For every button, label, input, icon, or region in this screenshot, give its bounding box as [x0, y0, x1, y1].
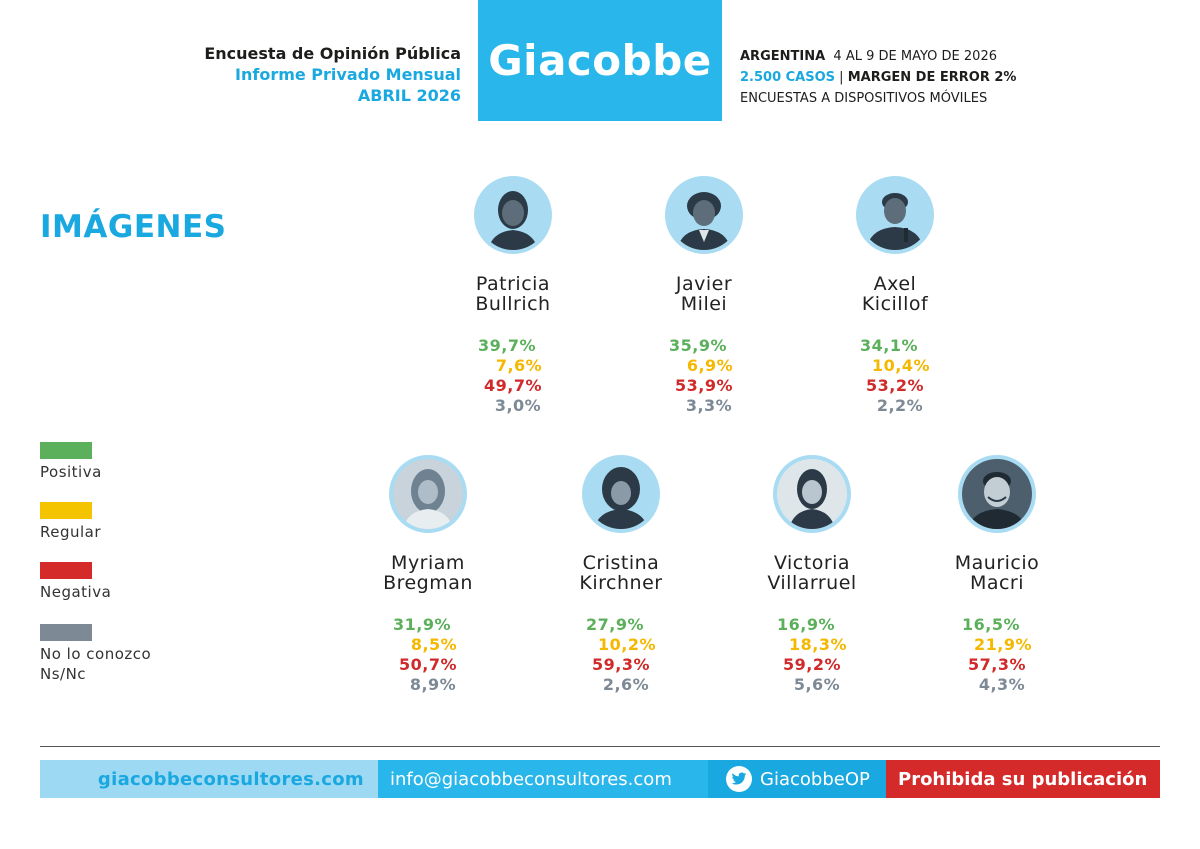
avatar [389, 455, 467, 533]
value-regular: 21,9% [973, 635, 1032, 654]
footer-divider [40, 746, 1160, 747]
value-regular: 10,4% [871, 356, 930, 375]
value-negativa: 53,2% [865, 376, 924, 395]
person-icon [777, 459, 847, 529]
survey-details [740, 46, 1016, 109]
candidate-first-name: Patricia [475, 273, 551, 295]
legend-item-nc [40, 624, 240, 684]
candidate-last-name: Bregman [383, 572, 473, 594]
avatar [665, 176, 743, 254]
person-icon [860, 180, 930, 250]
value-regular: 8,5% [410, 635, 458, 654]
value-nc: 3,3% [685, 396, 733, 415]
candidate-values [805, 336, 985, 416]
candidate-first-name: Javier [675, 273, 733, 295]
candidate-values [531, 615, 711, 695]
publication-notice: Prohibida su publicación [886, 760, 1160, 798]
candidate-first-name: Cristina [582, 552, 660, 574]
avatar [582, 455, 660, 533]
candidate-card [907, 455, 1087, 695]
candidate-card [614, 176, 794, 416]
value-positiva: 16,9% [776, 615, 835, 634]
report-name: Informe Privado Mensual [235, 65, 461, 84]
section-title: IMÁGENES [40, 209, 227, 245]
avatar [958, 455, 1036, 533]
candidate-card [338, 455, 518, 695]
person-icon [669, 180, 739, 250]
value-regular: 18,3% [788, 635, 847, 654]
legend-label-nc-2: Ns/Nc [40, 665, 87, 683]
legend-label-nc: No lo conozco [40, 645, 152, 663]
value-positiva: 31,9% [392, 615, 451, 634]
candidate-values [907, 615, 1087, 695]
candidate-first-name: Victoria [773, 552, 851, 574]
legend-swatch-regular [40, 502, 92, 519]
candidate-values [722, 615, 902, 695]
value-regular: 10,2% [597, 635, 656, 654]
value-regular: 6,9% [686, 356, 734, 375]
candidate-first-name: Axel [873, 273, 917, 295]
candidate-first-name: Mauricio [954, 552, 1040, 574]
legend-label-negativa: Negativa [40, 583, 112, 601]
person-icon [478, 180, 548, 250]
candidate-card [805, 176, 985, 416]
person-icon [962, 459, 1032, 529]
candidate-values [423, 336, 603, 416]
legend-label-positiva: Positiva [40, 463, 102, 481]
legend-item-positiva [40, 442, 240, 482]
report-period: ABRIL 2026 [357, 86, 461, 105]
twitter-handle: GiacobbeOP [760, 768, 870, 790]
brand-logo: Giacobbe [478, 0, 722, 121]
value-negativa: 49,7% [483, 376, 542, 395]
candidate-values [338, 615, 518, 695]
candidate-last-name: Kicillof [861, 293, 929, 315]
value-positiva: 27,9% [585, 615, 644, 634]
value-positiva: 16,5% [961, 615, 1020, 634]
candidate-values [614, 336, 794, 416]
value-positiva: 34,1% [859, 336, 918, 355]
country: ARGENTINA [740, 49, 826, 64]
value-negativa: 50,7% [398, 655, 457, 674]
value-nc: 5,6% [793, 675, 841, 694]
twitter-link[interactable] [708, 760, 886, 798]
value-negativa: 59,2% [782, 655, 841, 674]
legend-swatch-positiva [40, 442, 92, 459]
report-header-left [204, 43, 461, 106]
candidate-last-name: Bullrich [475, 293, 551, 315]
cases-count: 2.500 CASOS [740, 70, 836, 85]
legend-item-regular [40, 502, 240, 542]
value-negativa: 57,3% [967, 655, 1026, 674]
value-negativa: 59,3% [591, 655, 650, 674]
legend-swatch-negativa [40, 562, 92, 579]
legend-item-negativa [40, 562, 240, 602]
footer-bar [40, 760, 1160, 798]
candidate-card [531, 455, 711, 695]
value-nc: 3,0% [494, 396, 542, 415]
person-icon [586, 459, 656, 529]
value-nc: 2,6% [602, 675, 650, 694]
legend-label-regular: Regular [40, 523, 102, 541]
error-margin: MARGEN DE ERROR 2% [847, 70, 1017, 85]
value-regular: 7,6% [495, 356, 543, 375]
legend-swatch-nc [40, 624, 92, 641]
candidate-last-name: Macri [969, 572, 1025, 594]
candidate-last-name: Kirchner [579, 572, 663, 594]
value-nc: 8,9% [409, 675, 457, 694]
value-positiva: 35,9% [668, 336, 727, 355]
avatar [773, 455, 851, 533]
value-nc: 4,3% [978, 675, 1026, 694]
survey-method: ENCUESTAS A DISPOSITIVOS MÓVILES [740, 91, 988, 106]
survey-dates: 4 AL 9 DE MAYO DE 2026 [833, 49, 997, 64]
avatar [474, 176, 552, 254]
candidate-card [423, 176, 603, 416]
separator: | [839, 70, 844, 85]
candidate-card [722, 455, 902, 695]
person-icon [393, 459, 463, 529]
value-nc: 2,2% [876, 396, 924, 415]
email-link[interactable]: info@giacobbeconsultores.com [378, 760, 708, 798]
candidate-last-name: Villarruel [767, 572, 857, 594]
value-positiva: 39,7% [477, 336, 536, 355]
candidate-last-name: Milei [680, 293, 728, 315]
website-link[interactable]: giacobbeconsultores.com [40, 760, 378, 798]
twitter-icon [726, 766, 752, 792]
value-negativa: 53,9% [674, 376, 733, 395]
candidate-first-name: Myriam [391, 552, 465, 574]
survey-title: Encuesta de Opinión Pública [204, 44, 461, 63]
avatar [856, 176, 934, 254]
